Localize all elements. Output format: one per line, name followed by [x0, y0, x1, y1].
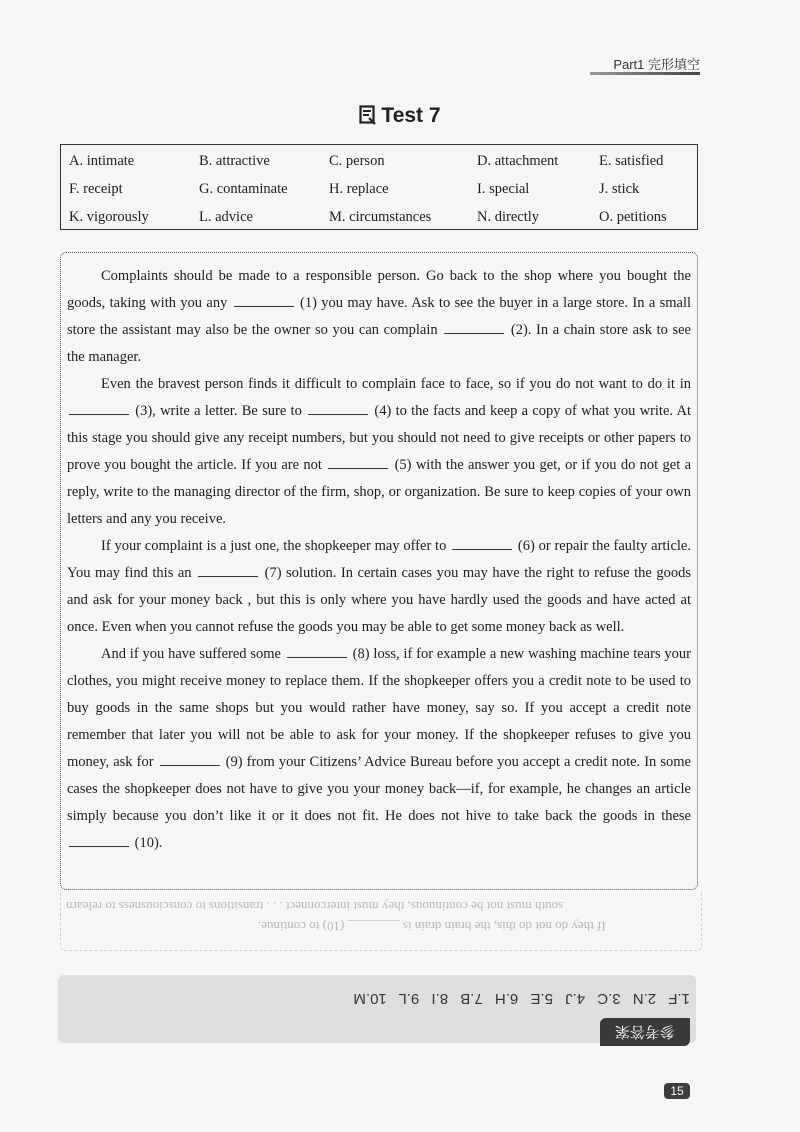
- blank-1[interactable]: [234, 292, 294, 307]
- option-k: K. vigorously: [69, 209, 149, 225]
- p2-seg-2: (3), write a letter. Be sure to: [131, 403, 307, 419]
- word-bank-grid: [61, 145, 697, 228]
- blank-3[interactable]: [69, 400, 129, 415]
- bleed-through-line-1: south must not be continuous, they must interconnect . . . transitions to consciousness to relearn: [66, 899, 564, 914]
- p2-seg-3: (4) to the facts and keep a copy of what you write. At this stage you should give any receipt numbers, but you should not need to give receipts or other papers to prove you bought the article. If you are not: [67, 403, 691, 473]
- blank-5[interactable]: [328, 454, 388, 469]
- option-b: B. attractive: [199, 153, 270, 169]
- option-m: M. circumstances: [329, 209, 432, 225]
- p2-seg-1: Even the bravest person finds it difficult to complain face to face, so if you do not want to do it in: [101, 376, 691, 392]
- p4-seg-2: (8) loss, if for example a new washing machine tears your clothes, you might receive money to replace them. If the shopkeeper offers you a credit note to be used to buy goods in the same shops but you would rather have money, say so. If you accept a credit note remember that later you will not be able to ask for your money. If the shopkeeper refuses to give you money, ask for: [67, 646, 692, 770]
- option-a: A. intimate: [69, 153, 135, 169]
- p3-seg-3: (7) solution. In certain cases you may have the right to refuse the goods and ask for your money back , but this is only where you have hardly used the goods and have acted at once. Even when you cannot refuse the goods you may be able to get some money back as well.: [67, 565, 692, 635]
- option-e: E. satisfied: [599, 153, 664, 169]
- p4-seg-1: And if you have suffered some: [101, 646, 285, 662]
- option-j: J. stick: [599, 181, 640, 197]
- bleed-through-line-2: If they do not do this, the brain drain is ________ (10) to continue.: [258, 919, 606, 934]
- p1-seg-3: (2). In a chain store ask to see the manager.: [67, 322, 691, 365]
- blank-8[interactable]: [287, 643, 347, 658]
- test-title: [0, 104, 800, 131]
- paragraph-3: [67, 533, 691, 641]
- passage: [60, 252, 698, 890]
- option-i: I. special: [477, 181, 530, 197]
- p2-seg-4: (5) with the answer you get, or if you do not get a reply, write to the managing director of the firm, shop, or organization. Be sure to keep copies of your own letters and any you receive.: [67, 457, 691, 527]
- answer-key-text: 1.F 2.N 3.C 4.J 5.E 6.H 7.B 8.I 9.L 10.M: [353, 990, 690, 1007]
- p1-seg-2: (1) you may have. Ask to see the buyer in a large store. In a small store the assistant may also be the owner so you can complain: [67, 295, 692, 338]
- blank-7[interactable]: [198, 562, 258, 577]
- answer-key-label: 参考答案: [614, 1022, 675, 1041]
- option-g: G. contaminate: [199, 181, 288, 197]
- answer-key-badge: [600, 1018, 690, 1046]
- page-number: 15: [664, 1083, 690, 1099]
- header-rule: [590, 72, 700, 75]
- p3-seg-1: If your complaint is a just one, the shopkeeper may offer to: [101, 538, 451, 554]
- option-o: O. petitions: [599, 209, 667, 225]
- option-h: H. replace: [329, 181, 389, 197]
- word-bank: [60, 144, 698, 230]
- option-l: L. advice: [199, 209, 253, 225]
- header-section-label: Part1 完形填空: [613, 57, 700, 72]
- p1-seg-1: Complaints should be made to a responsible person. Go back to the shop where you bought the goods, taking with you any: [67, 268, 691, 311]
- blank-9[interactable]: [160, 751, 220, 766]
- blank-2[interactable]: [444, 319, 504, 334]
- blank-10[interactable]: [69, 832, 129, 847]
- p4-seg-3: (9) from your Citizens’ Advice Bureau before you accept a credit note. In some cases the shopkeeper does not have to give you your money back—if, for example, he changes an article simply because you don’t like it or it does not fit. He does not hive to take back the goods in these: [67, 754, 691, 824]
- p4-seg-4: (10).: [131, 835, 163, 851]
- p3-seg-2: (6) or repair the faulty article. You may find this an: [67, 538, 691, 581]
- blank-6[interactable]: [452, 535, 512, 550]
- document-icon: [359, 105, 377, 131]
- paragraph-4: [67, 641, 691, 857]
- option-n: N. directly: [477, 209, 540, 225]
- option-d: D. attachment: [477, 153, 559, 169]
- test-title-text: Test 7: [381, 104, 441, 127]
- blank-4[interactable]: [308, 400, 368, 415]
- paragraph-1: [67, 263, 691, 371]
- option-f: F. receipt: [69, 181, 123, 197]
- paragraph-2: [67, 371, 691, 533]
- option-c: C. person: [329, 153, 385, 169]
